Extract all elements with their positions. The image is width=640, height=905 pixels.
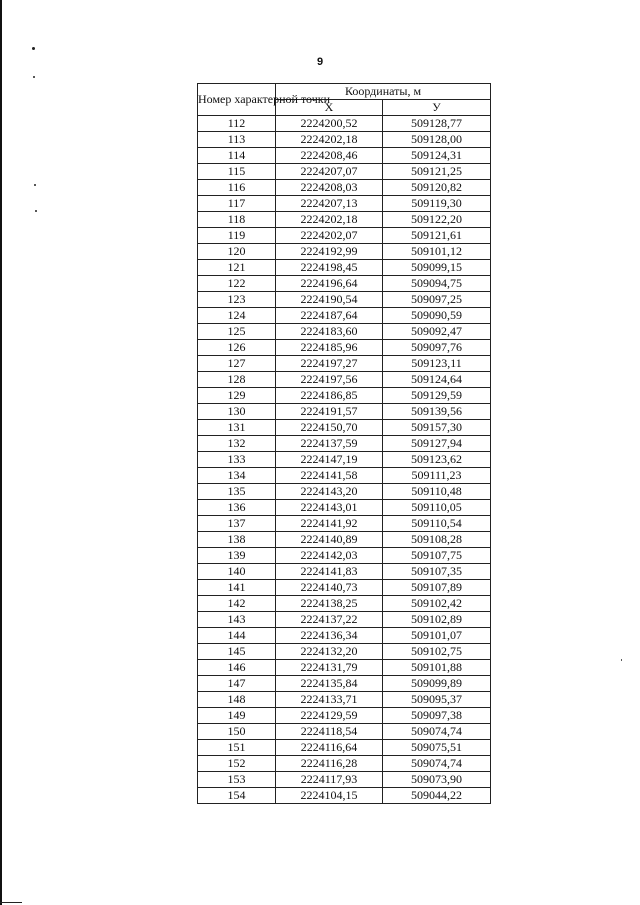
scan-speck bbox=[32, 47, 35, 50]
point-number-cell: 144 bbox=[198, 628, 276, 644]
x-coordinate-cell: 2224136,34 bbox=[276, 628, 383, 644]
table-row bbox=[198, 388, 491, 404]
x-coordinate-cell: 2224135,84 bbox=[276, 676, 383, 692]
point-number-cell: 141 bbox=[198, 580, 276, 596]
y-coordinate-cell: 509099,15 bbox=[383, 260, 491, 276]
left-margin-line bbox=[0, 0, 2, 905]
point-number-cell: 134 bbox=[198, 468, 276, 484]
table-row bbox=[198, 420, 491, 436]
point-number-cell: 143 bbox=[198, 612, 276, 628]
point-number-cell: 124 bbox=[198, 308, 276, 324]
point-number-cell: 129 bbox=[198, 388, 276, 404]
table-row bbox=[198, 196, 491, 212]
point-number-cell: 139 bbox=[198, 548, 276, 564]
x-coordinate-cell: 2224186,85 bbox=[276, 388, 383, 404]
table-row bbox=[198, 724, 491, 740]
page-number: 9 bbox=[316, 56, 324, 68]
y-coordinate-cell: 509101,88 bbox=[383, 660, 491, 676]
point-number-cell: 154 bbox=[198, 788, 276, 804]
point-number-cell: 138 bbox=[198, 532, 276, 548]
x-coordinate-cell: 2224197,27 bbox=[276, 356, 383, 372]
point-number-cell: 125 bbox=[198, 324, 276, 340]
y-coordinate-cell: 509074,74 bbox=[383, 724, 491, 740]
y-coordinate-cell: 509122,20 bbox=[383, 212, 491, 228]
point-number-cell: 115 bbox=[198, 164, 276, 180]
x-coordinate-cell: 2224197,56 bbox=[276, 372, 383, 388]
table-row bbox=[198, 116, 491, 132]
table-row bbox=[198, 308, 491, 324]
y-coordinate-cell: 509094,75 bbox=[383, 276, 491, 292]
y-coordinate-cell: 509090,59 bbox=[383, 308, 491, 324]
point-number-cell: 136 bbox=[198, 500, 276, 516]
x-coordinate-cell: 2224142,03 bbox=[276, 548, 383, 564]
point-number-cell: 146 bbox=[198, 660, 276, 676]
y-coordinate-cell: 509111,23 bbox=[383, 468, 491, 484]
header-point-number: Номер характерной точки bbox=[198, 84, 276, 116]
header-y: У bbox=[383, 100, 491, 116]
x-coordinate-cell: 2224132,20 bbox=[276, 644, 383, 660]
x-coordinate-cell: 2224143,20 bbox=[276, 484, 383, 500]
table-row bbox=[198, 212, 491, 228]
x-coordinate-cell: 2224183,60 bbox=[276, 324, 383, 340]
x-coordinate-cell: 2224133,71 bbox=[276, 692, 383, 708]
table-row bbox=[198, 340, 491, 356]
x-coordinate-cell: 2224141,92 bbox=[276, 516, 383, 532]
table-row bbox=[198, 564, 491, 580]
y-coordinate-cell: 509097,38 bbox=[383, 708, 491, 724]
table-row bbox=[198, 132, 491, 148]
point-number-cell: 151 bbox=[198, 740, 276, 756]
point-number-cell: 147 bbox=[198, 676, 276, 692]
y-coordinate-cell: 509128,00 bbox=[383, 132, 491, 148]
x-coordinate-cell: 2224208,46 bbox=[276, 148, 383, 164]
y-coordinate-cell: 509110,05 bbox=[383, 500, 491, 516]
point-number-cell: 127 bbox=[198, 356, 276, 372]
scan-speck bbox=[35, 210, 37, 212]
table-row bbox=[198, 228, 491, 244]
y-coordinate-cell: 509075,51 bbox=[383, 740, 491, 756]
y-coordinate-cell: 509107,89 bbox=[383, 580, 491, 596]
point-number-cell: 130 bbox=[198, 404, 276, 420]
y-coordinate-cell: 509127,94 bbox=[383, 436, 491, 452]
table-row bbox=[198, 356, 491, 372]
y-coordinate-cell: 509097,25 bbox=[383, 292, 491, 308]
point-number-cell: 131 bbox=[198, 420, 276, 436]
x-coordinate-cell: 2224207,07 bbox=[276, 164, 383, 180]
point-number-cell: 152 bbox=[198, 756, 276, 772]
table-row bbox=[198, 580, 491, 596]
scan-speck bbox=[621, 659, 622, 661]
y-coordinate-cell: 509129,59 bbox=[383, 388, 491, 404]
table-row bbox=[198, 324, 491, 340]
x-coordinate-cell: 2224131,79 bbox=[276, 660, 383, 676]
table-row bbox=[198, 548, 491, 564]
point-number-cell: 116 bbox=[198, 180, 276, 196]
point-number-cell: 114 bbox=[198, 148, 276, 164]
table-row bbox=[198, 500, 491, 516]
table-row bbox=[198, 372, 491, 388]
point-number-cell: 117 bbox=[198, 196, 276, 212]
point-number-cell: 123 bbox=[198, 292, 276, 308]
x-coordinate-cell: 2224141,58 bbox=[276, 468, 383, 484]
table-row bbox=[198, 484, 491, 500]
x-coordinate-cell: 2224200,52 bbox=[276, 116, 383, 132]
y-coordinate-cell: 509101,07 bbox=[383, 628, 491, 644]
y-coordinate-cell: 509123,62 bbox=[383, 452, 491, 468]
table-row bbox=[198, 436, 491, 452]
table-row bbox=[198, 164, 491, 180]
point-number-cell: 135 bbox=[198, 484, 276, 500]
table-row bbox=[198, 644, 491, 660]
table-row bbox=[198, 756, 491, 772]
table-row bbox=[198, 452, 491, 468]
x-coordinate-cell: 2224190,54 bbox=[276, 292, 383, 308]
table-row bbox=[198, 628, 491, 644]
x-coordinate-cell: 2224198,45 bbox=[276, 260, 383, 276]
x-coordinate-cell: 2224147,19 bbox=[276, 452, 383, 468]
y-coordinate-cell: 509102,42 bbox=[383, 596, 491, 612]
table-row bbox=[198, 260, 491, 276]
point-number-cell: 133 bbox=[198, 452, 276, 468]
y-coordinate-cell: 509119,30 bbox=[383, 196, 491, 212]
table-row bbox=[198, 660, 491, 676]
x-coordinate-cell: 2224196,64 bbox=[276, 276, 383, 292]
y-coordinate-cell: 509044,22 bbox=[383, 788, 491, 804]
x-coordinate-cell: 2224202,18 bbox=[276, 212, 383, 228]
scan-speck bbox=[33, 76, 35, 78]
point-number-cell: 145 bbox=[198, 644, 276, 660]
header-x: Х bbox=[276, 100, 383, 116]
point-number-cell: 112 bbox=[198, 116, 276, 132]
y-coordinate-cell: 509102,75 bbox=[383, 644, 491, 660]
point-number-cell: 150 bbox=[198, 724, 276, 740]
table-row bbox=[198, 468, 491, 484]
margin-foot-line bbox=[0, 902, 22, 903]
x-coordinate-cell: 2224143,01 bbox=[276, 500, 383, 516]
x-coordinate-cell: 2224202,18 bbox=[276, 132, 383, 148]
table-row bbox=[198, 532, 491, 548]
y-coordinate-cell: 509101,12 bbox=[383, 244, 491, 260]
y-coordinate-cell: 509073,90 bbox=[383, 772, 491, 788]
x-coordinate-cell: 2224140,89 bbox=[276, 532, 383, 548]
point-number-cell: 137 bbox=[198, 516, 276, 532]
table-row bbox=[198, 708, 491, 724]
x-coordinate-cell: 2224116,64 bbox=[276, 740, 383, 756]
x-coordinate-cell: 2224104,15 bbox=[276, 788, 383, 804]
y-coordinate-cell: 509107,75 bbox=[383, 548, 491, 564]
table-row bbox=[198, 772, 491, 788]
table-row bbox=[198, 244, 491, 260]
x-coordinate-cell: 2224138,25 bbox=[276, 596, 383, 612]
point-number-cell: 128 bbox=[198, 372, 276, 388]
y-coordinate-cell: 509124,31 bbox=[383, 148, 491, 164]
point-number-cell: 132 bbox=[198, 436, 276, 452]
table-row bbox=[198, 292, 491, 308]
table-row bbox=[198, 148, 491, 164]
x-coordinate-cell: 2224202,07 bbox=[276, 228, 383, 244]
y-coordinate-cell: 509110,54 bbox=[383, 516, 491, 532]
x-coordinate-cell: 2224192,99 bbox=[276, 244, 383, 260]
x-coordinate-cell: 2224137,22 bbox=[276, 612, 383, 628]
x-coordinate-cell: 2224207,13 bbox=[276, 196, 383, 212]
x-coordinate-cell: 2224185,96 bbox=[276, 340, 383, 356]
y-coordinate-cell: 509097,76 bbox=[383, 340, 491, 356]
table-row bbox=[198, 180, 491, 196]
table-row bbox=[198, 276, 491, 292]
table-row bbox=[198, 676, 491, 692]
y-coordinate-cell: 509074,74 bbox=[383, 756, 491, 772]
point-number-cell: 121 bbox=[198, 260, 276, 276]
x-coordinate-cell: 2224137,59 bbox=[276, 436, 383, 452]
point-number-cell: 149 bbox=[198, 708, 276, 724]
y-coordinate-cell: 509157,30 bbox=[383, 420, 491, 436]
y-coordinate-cell: 509099,89 bbox=[383, 676, 491, 692]
y-coordinate-cell: 509107,35 bbox=[383, 564, 491, 580]
y-coordinate-cell: 509128,77 bbox=[383, 116, 491, 132]
table-row bbox=[198, 692, 491, 708]
y-coordinate-cell: 509108,28 bbox=[383, 532, 491, 548]
point-number-cell: 122 bbox=[198, 276, 276, 292]
y-coordinate-cell: 509102,89 bbox=[383, 612, 491, 628]
header-coordinates: Координаты, м bbox=[276, 84, 491, 100]
point-number-cell: 153 bbox=[198, 772, 276, 788]
x-coordinate-cell: 2224129,59 bbox=[276, 708, 383, 724]
table-row bbox=[198, 612, 491, 628]
point-number-cell: 119 bbox=[198, 228, 276, 244]
table-body bbox=[198, 116, 491, 804]
table-row bbox=[198, 788, 491, 804]
y-coordinate-cell: 509124,64 bbox=[383, 372, 491, 388]
scan-speck bbox=[34, 184, 36, 186]
x-coordinate-cell: 2224117,93 bbox=[276, 772, 383, 788]
table-row bbox=[198, 596, 491, 612]
x-coordinate-cell: 2224191,57 bbox=[276, 404, 383, 420]
y-coordinate-cell: 509110,48 bbox=[383, 484, 491, 500]
x-coordinate-cell: 2224150,70 bbox=[276, 420, 383, 436]
point-number-cell: 126 bbox=[198, 340, 276, 356]
point-number-cell: 140 bbox=[198, 564, 276, 580]
x-coordinate-cell: 2224141,83 bbox=[276, 564, 383, 580]
y-coordinate-cell: 509095,37 bbox=[383, 692, 491, 708]
point-number-cell: 118 bbox=[198, 212, 276, 228]
x-coordinate-cell: 2224116,28 bbox=[276, 756, 383, 772]
point-number-cell: 142 bbox=[198, 596, 276, 612]
y-coordinate-cell: 509123,11 bbox=[383, 356, 491, 372]
x-coordinate-cell: 2224118,54 bbox=[276, 724, 383, 740]
point-number-cell: 113 bbox=[198, 132, 276, 148]
y-coordinate-cell: 509120,82 bbox=[383, 180, 491, 196]
x-coordinate-cell: 2224140,73 bbox=[276, 580, 383, 596]
coordinates-table bbox=[197, 83, 491, 804]
y-coordinate-cell: 509121,25 bbox=[383, 164, 491, 180]
table-row bbox=[198, 740, 491, 756]
x-coordinate-cell: 2224208,03 bbox=[276, 180, 383, 196]
y-coordinate-cell: 509092,47 bbox=[383, 324, 491, 340]
y-coordinate-cell: 509121,61 bbox=[383, 228, 491, 244]
point-number-cell: 120 bbox=[198, 244, 276, 260]
table-row bbox=[198, 516, 491, 532]
point-number-cell: 148 bbox=[198, 692, 276, 708]
table-row bbox=[198, 404, 491, 420]
x-coordinate-cell: 2224187,64 bbox=[276, 308, 383, 324]
y-coordinate-cell: 509139,56 bbox=[383, 404, 491, 420]
